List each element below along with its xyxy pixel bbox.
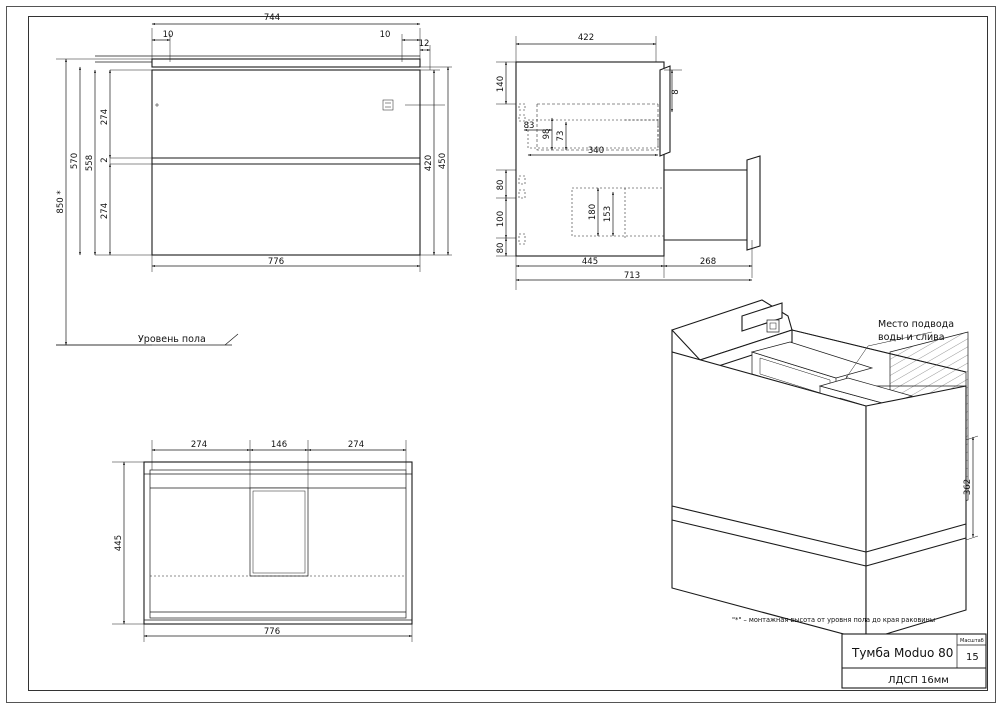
label-floor-level: Уровень пола xyxy=(138,334,206,345)
isometric-group xyxy=(672,300,978,640)
title-product: Тумба Moduo 80 xyxy=(852,646,954,660)
dim-front-2: 2 xyxy=(100,157,110,163)
dim-front-12: 12 xyxy=(418,39,430,49)
footnote-text: "*" – монтажная высота от уровня пола до края раковины xyxy=(732,616,936,624)
dim-side-140: 140 xyxy=(496,75,506,93)
dim-iso-362: 362 xyxy=(963,478,973,496)
top-plan-group xyxy=(112,440,412,642)
dim-side-268: 268 xyxy=(699,257,717,267)
dim-front-274b: 274 xyxy=(100,202,110,220)
dim-front-558: 558 xyxy=(85,154,95,172)
dim-top-274a: 274 xyxy=(190,440,208,450)
dim-top-146: 146 xyxy=(270,440,288,450)
dim-top-274b: 274 xyxy=(347,440,365,450)
dim-side-713: 713 xyxy=(623,271,641,281)
label-water-line1: Место подвода xyxy=(878,319,955,330)
dim-front-776: 776 xyxy=(267,257,285,267)
dim-side-98: 98 xyxy=(542,128,552,140)
dim-top-445: 445 xyxy=(114,534,124,552)
dim-side-80b: 80 xyxy=(496,242,506,254)
dim-front-744: 744 xyxy=(263,13,281,23)
label-water-line2: воды и слива xyxy=(878,332,945,343)
front-elevation-group xyxy=(56,13,452,345)
title-material: ЛДСП 16мм xyxy=(888,675,949,686)
title-block xyxy=(842,634,986,688)
side-section-group xyxy=(496,33,760,290)
dim-side-80a: 80 xyxy=(496,179,506,191)
dim-side-180: 180 xyxy=(588,203,598,221)
dim-side-73: 73 xyxy=(556,130,566,142)
dim-front-10a: 10 xyxy=(162,30,174,40)
dim-top-776: 776 xyxy=(263,627,281,637)
dim-front-450: 450 xyxy=(438,152,448,170)
dim-side-83: 83 xyxy=(523,121,535,131)
dim-side-422: 422 xyxy=(577,33,595,43)
dim-front-10b: 10 xyxy=(379,30,391,40)
dim-side-153: 153 xyxy=(603,205,613,223)
dim-front-570: 570 xyxy=(70,152,80,170)
dim-front-850: 850 * xyxy=(56,190,66,214)
dim-front-274a: 274 xyxy=(100,108,110,126)
dim-side-340: 340 xyxy=(587,146,605,156)
dim-front-420: 420 xyxy=(424,154,434,172)
dim-side-445: 445 xyxy=(581,257,599,267)
dim-side-8: 8 xyxy=(671,89,681,95)
title-scale-value: 15 xyxy=(966,652,979,663)
dim-side-100: 100 xyxy=(496,210,506,228)
title-scale-caption: Масштаб xyxy=(960,638,984,644)
